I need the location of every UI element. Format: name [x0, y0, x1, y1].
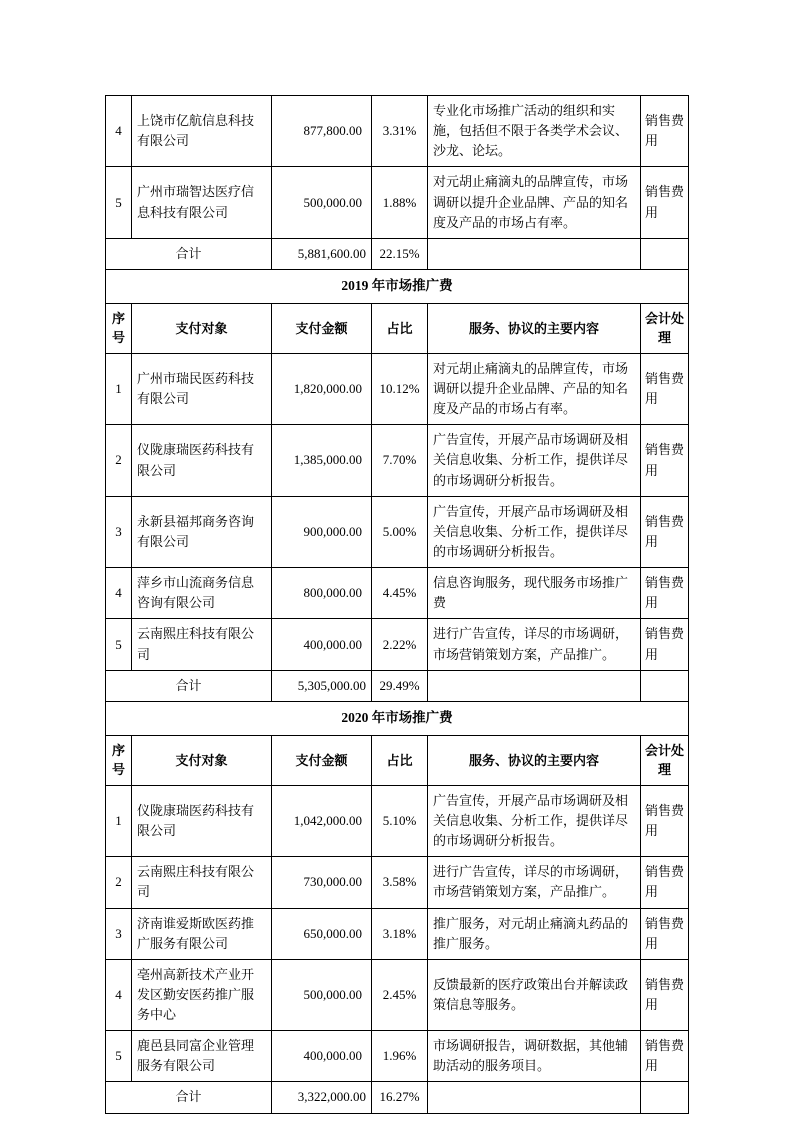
total-label: 合计	[106, 238, 272, 269]
cell-payee: 亳州高新技术产业开发区勤安医药推广服务中心	[132, 959, 272, 1030]
table-total-2020	[106, 1082, 689, 1113]
cell-service-content: 市场调研报告，调研数据，其他辅助活动的服务项目。	[428, 1031, 641, 1082]
table-row	[106, 959, 689, 1030]
col-header-accounting-treatment: 会计处理	[641, 303, 689, 353]
cell-serial-number: 4	[106, 568, 132, 619]
cell-service-content: 广告宣传，开展产品市场调研及相关信息收集、分析工作，提供详尽的市场调研分析报告。	[428, 785, 641, 856]
cell-amount: 500,000.00	[272, 167, 372, 238]
cell-ratio: 3.31%	[372, 96, 428, 167]
cell-ratio: 2.45%	[372, 959, 428, 1030]
table-header-row	[106, 303, 689, 353]
cell-amount: 650,000.00	[272, 908, 372, 959]
cell-amount: 900,000.00	[272, 496, 372, 567]
total-ratio: 22.15%	[372, 238, 428, 269]
cell-accounting-treatment: 销售费用	[641, 785, 689, 856]
table-row	[106, 496, 689, 567]
cell-amount: 730,000.00	[272, 857, 372, 908]
cell-amount: 1,820,000.00	[272, 353, 372, 424]
table-row	[106, 1031, 689, 1082]
table-header-row	[106, 735, 689, 785]
total-label: 合计	[106, 1082, 272, 1113]
cell-service-content: 对元胡止痛滴丸的品牌宣传，市场调研以提升企业品牌、产品的知名度及产品的市场占有率。	[428, 167, 641, 238]
cell-serial-number: 1	[106, 353, 132, 424]
cell-service-content: 广告宣传，开展产品市场调研及相关信息收集、分析工作，提供详尽的市场调研分析报告。	[428, 496, 641, 567]
col-header-accounting-treatment: 会计处理	[641, 735, 689, 785]
prev-table-total	[106, 238, 689, 269]
cell-ratio: 5.10%	[372, 785, 428, 856]
col-header-ratio: 占比	[372, 303, 428, 353]
empty-cell	[641, 670, 689, 701]
cell-accounting-treatment: 销售费用	[641, 619, 689, 670]
cell-payee: 萍乡市山流商务信息咨询有限公司	[132, 568, 272, 619]
col-header-payee: 支付对象	[132, 303, 272, 353]
total-amount: 5,305,000.00	[272, 670, 372, 701]
cell-serial-number: 3	[106, 496, 132, 567]
cell-accounting-treatment: 销售费用	[641, 908, 689, 959]
cell-service-content: 进行广告宣传，详尽的市场调研，市场营销策划方案，产品推广。	[428, 857, 641, 908]
cell-serial-number: 4	[106, 96, 132, 167]
cell-accounting-treatment: 销售费用	[641, 857, 689, 908]
cell-payee: 仪陇康瑞医药科技有限公司	[132, 785, 272, 856]
cell-serial-number: 2	[106, 857, 132, 908]
cell-amount: 1,042,000.00	[272, 785, 372, 856]
cell-accounting-treatment: 销售费用	[641, 425, 689, 496]
cell-payee: 广州市瑞民医药科技有限公司	[132, 353, 272, 424]
section-2020-header	[106, 701, 689, 785]
col-header-payee: 支付对象	[132, 735, 272, 785]
cell-payee: 广州市瑞智达医疗信息科技有限公司	[132, 167, 272, 238]
cell-service-content: 广告宣传，开展产品市场调研及相关信息收集、分析工作，提供详尽的市场调研分析报告。	[428, 425, 641, 496]
cell-ratio: 7.70%	[372, 425, 428, 496]
empty-cell	[428, 1082, 641, 1113]
total-ratio: 16.27%	[372, 1082, 428, 1113]
cell-service-content: 专业化市场推广活动的组织和实施，包括但不限于各类学术会议、沙龙、论坛。	[428, 96, 641, 167]
total-amount: 5,881,600.00	[272, 238, 372, 269]
cell-ratio: 4.45%	[372, 568, 428, 619]
cell-serial-number: 5	[106, 167, 132, 238]
cell-accounting-treatment: 销售费用	[641, 568, 689, 619]
cell-ratio: 3.58%	[372, 857, 428, 908]
cell-service-content: 推广服务，对元胡止痛滴丸药品的推广服务。	[428, 908, 641, 959]
cell-ratio: 1.88%	[372, 167, 428, 238]
cell-amount: 500,000.00	[272, 959, 372, 1030]
cell-serial-number: 3	[106, 908, 132, 959]
cell-accounting-treatment: 销售费用	[641, 353, 689, 424]
cell-serial-number: 5	[106, 1031, 132, 1082]
cell-ratio: 5.00%	[372, 496, 428, 567]
empty-cell	[641, 238, 689, 269]
total-amount: 3,322,000.00	[272, 1082, 372, 1113]
cell-ratio: 10.12%	[372, 353, 428, 424]
prev-table-body	[106, 96, 689, 239]
cell-service-content: 信息咨询服务，现代服务市场推广费	[428, 568, 641, 619]
section-title-2020: 2020 年市场推广费	[106, 701, 689, 735]
col-header-ratio: 占比	[372, 735, 428, 785]
cell-accounting-treatment: 销售费用	[641, 959, 689, 1030]
section-title-row	[106, 701, 689, 735]
col-header-service-content: 服务、协议的主要内容	[428, 735, 641, 785]
table-row	[106, 167, 689, 238]
cell-accounting-treatment: 销售费用	[641, 167, 689, 238]
cell-accounting-treatment: 销售费用	[641, 496, 689, 567]
table-row	[106, 568, 689, 619]
table-total-2019	[106, 670, 689, 701]
total-row	[106, 670, 689, 701]
cell-payee: 云南熙庄科技有限公司	[132, 857, 272, 908]
table-row	[106, 857, 689, 908]
col-header-service-content: 服务、协议的主要内容	[428, 303, 641, 353]
section-title-row	[106, 269, 689, 303]
cell-service-content: 反馈最新的医疗政策出台并解读政策信息等服务。	[428, 959, 641, 1030]
cell-amount: 877,800.00	[272, 96, 372, 167]
table-row	[106, 785, 689, 856]
col-header-serial-number: 序号	[106, 735, 132, 785]
cell-amount: 1,385,000.00	[272, 425, 372, 496]
cell-payee: 仪陇康瑞医药科技有限公司	[132, 425, 272, 496]
cell-accounting-treatment: 销售费用	[641, 1031, 689, 1082]
section-2019-header	[106, 269, 689, 353]
table-row	[106, 96, 689, 167]
empty-cell	[641, 1082, 689, 1113]
cell-ratio: 1.96%	[372, 1031, 428, 1082]
cell-amount: 400,000.00	[272, 619, 372, 670]
col-header-amount: 支付金额	[272, 735, 372, 785]
cell-accounting-treatment: 销售费用	[641, 96, 689, 167]
cell-payee: 济南谁爱斯欧医药推广服务有限公司	[132, 908, 272, 959]
cell-serial-number: 5	[106, 619, 132, 670]
table-row	[106, 353, 689, 424]
cell-amount: 800,000.00	[272, 568, 372, 619]
total-ratio: 29.49%	[372, 670, 428, 701]
cell-serial-number: 4	[106, 959, 132, 1030]
table-row	[106, 425, 689, 496]
empty-cell	[428, 238, 641, 269]
cell-ratio: 2.22%	[372, 619, 428, 670]
cell-serial-number: 1	[106, 785, 132, 856]
table-row	[106, 619, 689, 670]
cell-service-content: 对元胡止痛滴丸的品牌宣传，市场调研以提升企业品牌、产品的知名度及产品的市场占有率。	[428, 353, 641, 424]
cell-service-content: 进行广告宣传，详尽的市场调研，市场营销策划方案，产品推广。	[428, 619, 641, 670]
cell-payee: 上饶市亿航信息科技有限公司	[132, 96, 272, 167]
table-body-2020	[106, 785, 689, 1082]
cell-ratio: 3.18%	[372, 908, 428, 959]
cell-payee: 鹿邑县同富企业管理服务有限公司	[132, 1031, 272, 1082]
total-row	[106, 238, 689, 269]
table-row	[106, 908, 689, 959]
total-label: 合计	[106, 670, 272, 701]
cell-payee: 永新县福邦商务咨询有限公司	[132, 496, 272, 567]
col-header-serial-number: 序号	[106, 303, 132, 353]
empty-cell	[428, 670, 641, 701]
cell-amount: 400,000.00	[272, 1031, 372, 1082]
promotion-fee-table	[105, 95, 689, 1114]
total-row	[106, 1082, 689, 1113]
cell-payee: 云南熙庄科技有限公司	[132, 619, 272, 670]
section-title-2019: 2019 年市场推广费	[106, 269, 689, 303]
table-body-2019	[106, 353, 689, 670]
col-header-amount: 支付金额	[272, 303, 372, 353]
cell-serial-number: 2	[106, 425, 132, 496]
